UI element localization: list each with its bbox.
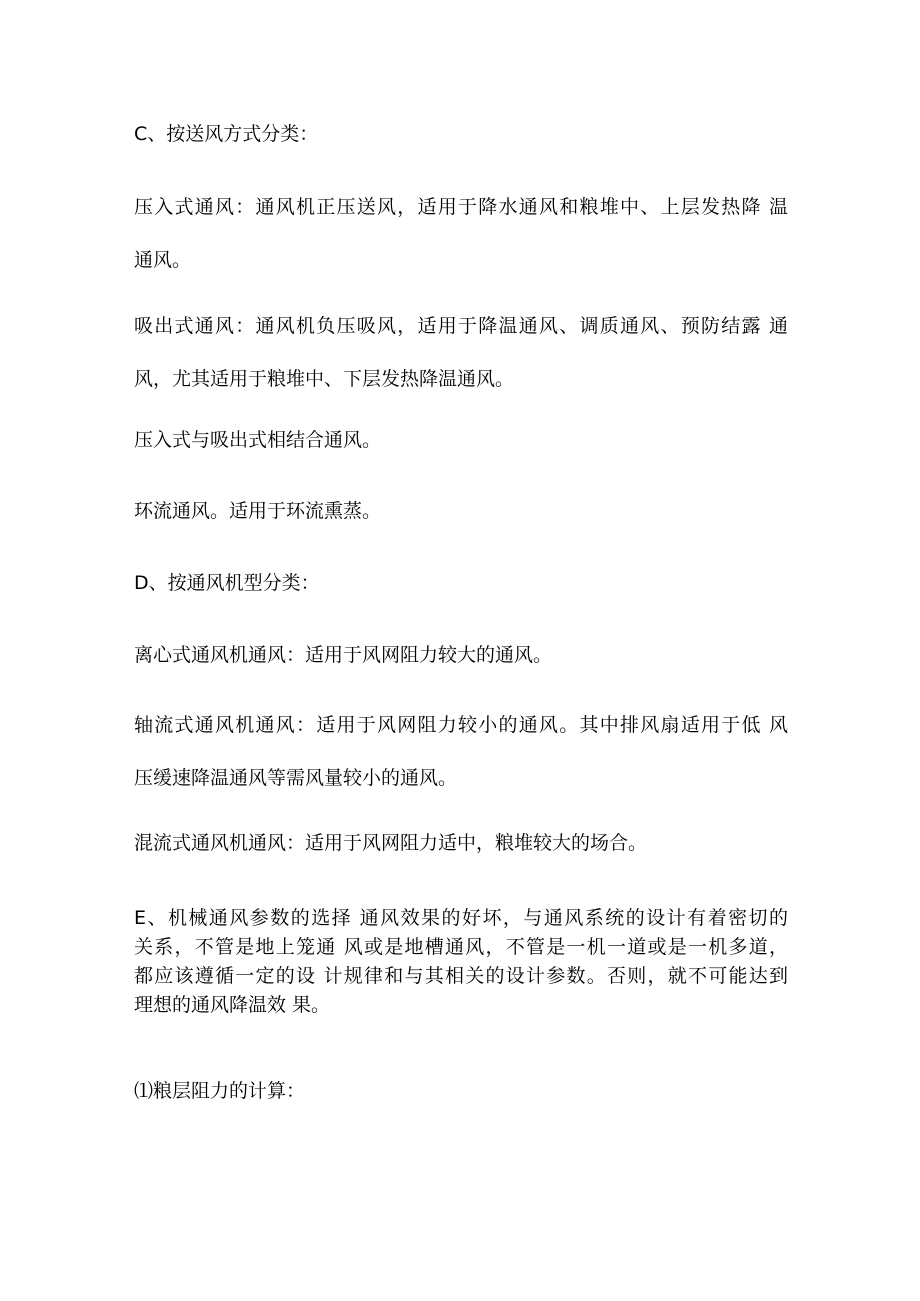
paragraph-axial-fan (134, 699, 788, 805)
text-line: 离心式通风机通风：适用于风网阻力较大的通风。 (134, 644, 553, 666)
text-line: 关系，不管是地上笼通 风或是地槽通风，不管是一机一道或是一机多道， (134, 936, 788, 958)
text-line: 风，尤其适用于粮堆中、下层发热降温通风。 (134, 368, 515, 390)
section-d-heading (134, 557, 788, 610)
section-e-paragraph (134, 904, 788, 1020)
text-line: 环流通风。适用于环流熏蒸。 (134, 500, 382, 522)
text-line: D、按通风机型分类： (134, 572, 320, 594)
text-line: 通风。 (134, 249, 192, 271)
text-line: 理想的通风降温效 果。 (134, 994, 331, 1016)
text-line: 轴流式通风机通风：适用于风网阻力较小的通风。其中排风扇适用于低 风 (134, 714, 788, 736)
text-line: 吸出式通风：通风机负压吸风，适用于降温通风、调质通风、预防结露 通 (134, 315, 788, 337)
text-line: 压入式与吸出式相结合通风。 (134, 429, 382, 451)
text-line: E、机械通风参数的选择 通风效果的好坏，与通风系统的设计有着密切的 (134, 907, 788, 929)
text-line: 都应该遵循一定的设 计规律和与其相关的设计参数。否则，就不可能达到 (134, 965, 788, 987)
paragraph-centrifugal-fan (134, 629, 788, 682)
text-line: 混流式通风机通风：适用于风网阻力适中，粮堆较大的场合。 (134, 832, 648, 854)
subsection-grain-layer-resistance (134, 1065, 788, 1118)
section-c-heading (134, 108, 788, 161)
paragraph-circulation-ventilation (134, 485, 788, 538)
paragraph-combined-ventilation (134, 414, 788, 467)
paragraph-pressure-ventilation (134, 181, 788, 287)
text-line: ⑴粮层阻力的计算： (134, 1080, 306, 1102)
paragraph-suction-ventilation (134, 300, 788, 406)
text-line: 压入式通风：通风机正压送风，适用于降水通风和粮堆中、上层发热降 温 (134, 196, 788, 218)
text-line: C、按送风方式分类： (134, 123, 319, 145)
paragraph-mixed-flow-fan (134, 817, 788, 870)
text-line: 压缓速降温通风等需风量较小的通风。 (134, 767, 458, 789)
